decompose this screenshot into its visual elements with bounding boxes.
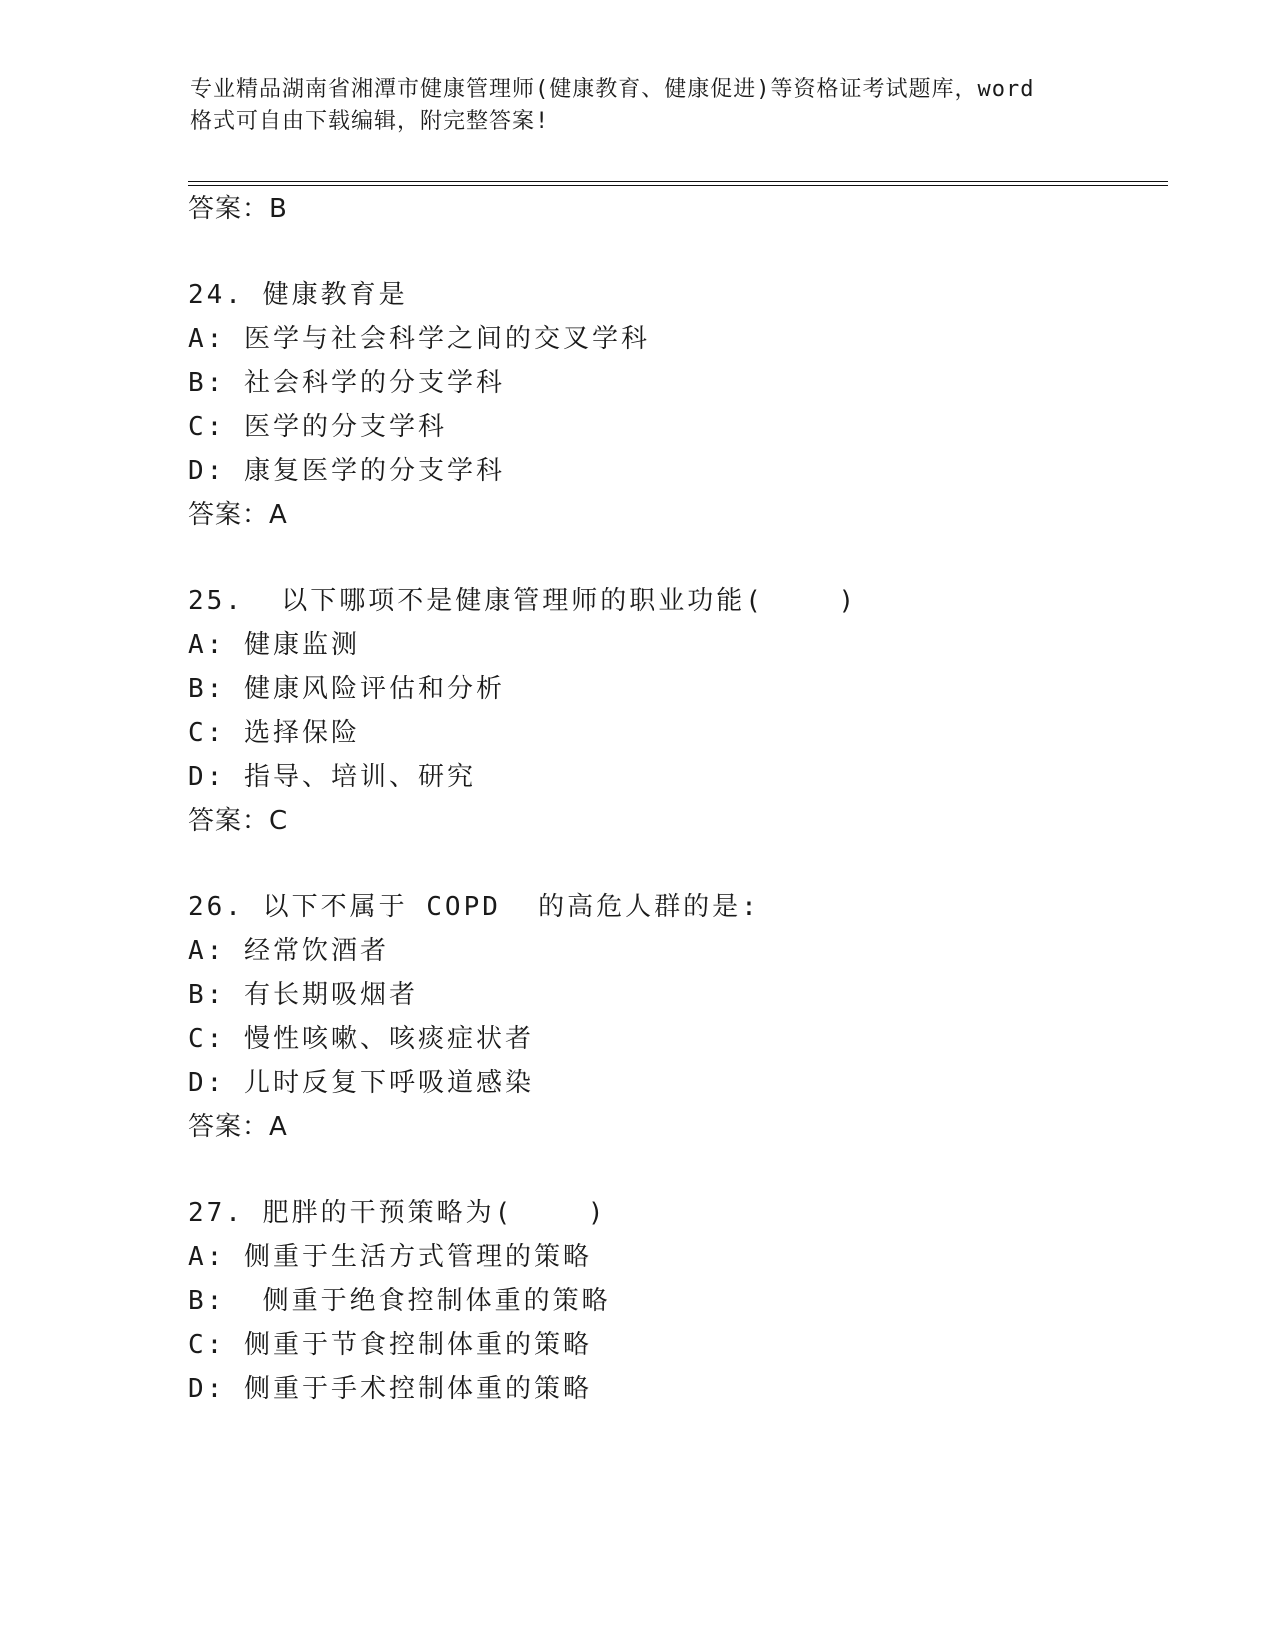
question-24-answer: 答案：A <box>188 500 288 530</box>
question-24-stem: 24. 健康教育是 <box>188 280 408 310</box>
header-line-2: 格式可自由下载编辑，附完整答案! <box>190 109 550 134</box>
question-24-option-c: C: 医学的分支学科 <box>188 412 447 442</box>
question-27-option-a: A: 侧重于生活方式管理的策略 <box>188 1242 592 1272</box>
question-26-option-b: B: 有长期吸烟者 <box>188 980 418 1010</box>
header-divider-top <box>188 181 1168 182</box>
question-27-option-b: B: 侧重于绝食控制体重的策略 <box>188 1286 611 1316</box>
question-26-answer: 答案：A <box>188 1112 288 1142</box>
question-25-option-b: B: 健康风险评估和分析 <box>188 674 505 704</box>
previous-answer: 答案：B <box>188 194 288 224</box>
question-27-stem: 27. 肥胖的干预策略为( ) <box>188 1198 607 1228</box>
question-25-answer: 答案：C <box>188 806 289 836</box>
question-26-option-a: A: 经常饮酒者 <box>188 936 389 966</box>
question-26-option-c: C: 慢性咳嗽、咳痰症状者 <box>188 1024 534 1054</box>
header-line-1: 专业精品湖南省湘潭市健康管理师(健康教育、健康促进)等资格证考试题库，word <box>190 77 1035 102</box>
question-26-stem: 26. 以下不属于 COPD 的高危人群的是: <box>188 892 760 922</box>
document-header <box>190 74 1110 138</box>
question-24-option-a: A: 医学与社会科学之间的交叉学科 <box>188 324 650 354</box>
question-25-option-a: A: 健康监测 <box>188 630 360 660</box>
question-24-option-b: B: 社会科学的分支学科 <box>188 368 505 398</box>
question-24-option-d: D: 康复医学的分支学科 <box>188 456 505 486</box>
question-27-option-c: C: 侧重于节食控制体重的策略 <box>188 1330 592 1360</box>
question-25-stem: 25. 以下哪项不是健康管理师的职业功能( ) <box>188 586 858 616</box>
question-25-option-c: C: 选择保险 <box>188 718 360 748</box>
header-divider-bottom <box>188 185 1168 186</box>
question-26-option-d: D: 儿时反复下呼吸道感染 <box>188 1068 534 1098</box>
question-27-option-d: D: 侧重于手术控制体重的策略 <box>188 1374 592 1404</box>
question-25-option-d: D: 指导、培训、研究 <box>188 762 476 792</box>
